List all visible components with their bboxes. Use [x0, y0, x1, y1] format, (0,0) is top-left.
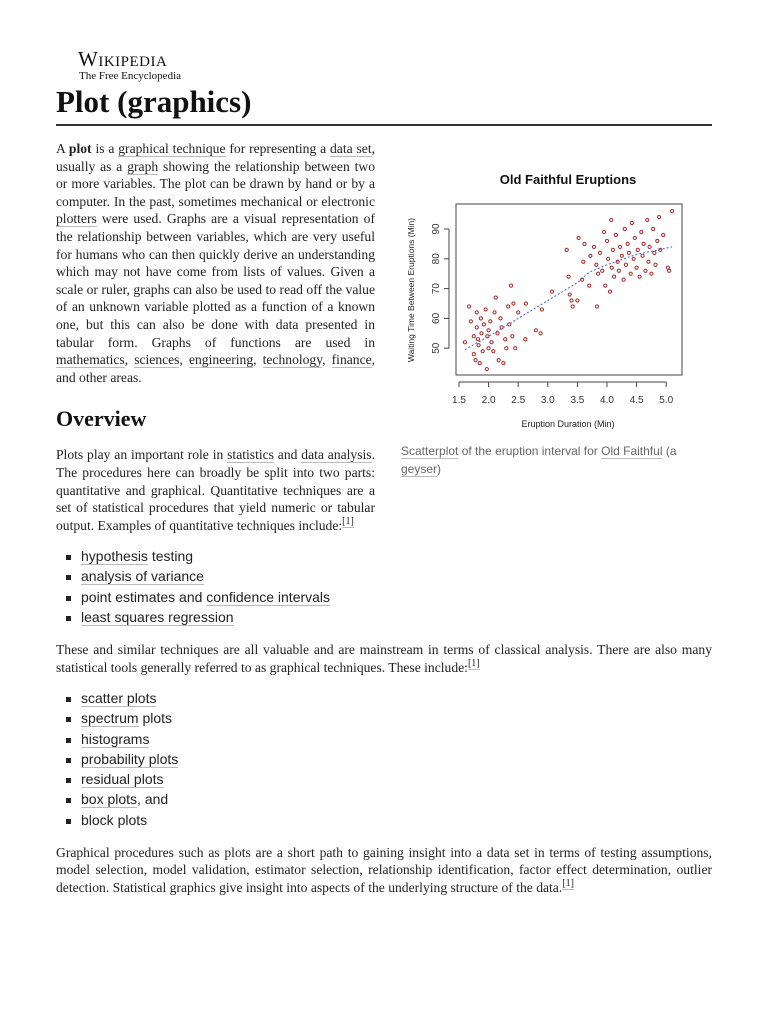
article-link[interactable]: engineering — [188, 352, 254, 368]
data-point — [494, 296, 497, 299]
logo-wordmark: Wikipedia — [78, 47, 168, 71]
x-axis-label: Eruption Duration (Min) — [521, 419, 615, 429]
data-point — [602, 230, 605, 233]
x-tick-label: 2.5 — [511, 395, 526, 406]
data-point — [595, 305, 598, 308]
citation-link[interactable]: [1] — [342, 516, 354, 528]
scatter-chart[interactable] — [387, 160, 712, 445]
list-item — [81, 769, 712, 789]
article-link[interactable]: histograms — [81, 730, 150, 747]
article-link[interactable]: analysis of variance — [81, 568, 204, 585]
data-point — [489, 320, 492, 323]
list-item — [81, 607, 712, 627]
graphical-intro-paragraph — [56, 641, 712, 676]
list-item — [81, 729, 712, 749]
article-link[interactable]: statistics — [227, 447, 274, 463]
text: plots — [138, 710, 173, 727]
data-point — [540, 308, 543, 311]
x-tick-label: 4.5 — [629, 395, 644, 406]
data-point — [484, 308, 487, 311]
data-point — [514, 347, 517, 350]
data-point — [668, 269, 671, 272]
data-point — [614, 233, 617, 236]
data-point — [567, 275, 570, 278]
data-point — [610, 266, 613, 269]
text: and — [273, 447, 302, 463]
text: point estimates and — [81, 588, 207, 605]
data-point — [662, 233, 665, 236]
citation-link[interactable]: [1] — [467, 658, 480, 670]
data-point — [496, 332, 499, 335]
data-point — [617, 269, 620, 272]
bold-term: plot — [68, 141, 92, 156]
data-point — [481, 350, 484, 353]
list-item — [81, 810, 712, 830]
data-point — [511, 335, 514, 338]
text: A — [56, 141, 69, 156]
data-point — [482, 323, 485, 326]
y-tick-label: 60 — [431, 312, 442, 324]
data-point — [652, 227, 655, 230]
article-link[interactable]: plotters — [56, 211, 97, 227]
data-point — [597, 272, 600, 275]
article-link[interactable]: technology — [262, 352, 323, 368]
text: , — [253, 352, 263, 368]
data-point — [493, 311, 496, 314]
text: , — [322, 352, 332, 368]
data-point — [490, 341, 493, 344]
data-point — [502, 362, 505, 365]
data-point — [472, 353, 475, 356]
data-point — [644, 269, 647, 272]
section-heading-overview: Overview — [56, 406, 147, 432]
data-point — [640, 230, 643, 233]
data-point — [476, 338, 479, 341]
page-title: Plot (graphics) — [56, 84, 252, 119]
article-link[interactable]: box plots — [81, 791, 138, 808]
data-point — [582, 260, 585, 263]
list-item — [81, 546, 712, 566]
text: were used. Graphs are a visual representation of the relationship between variables, which are very useful for humans who can then quickly derive an understanding which may not have come from lists of values. Given a scale or ruler, graphs can also be used to read off the value of an unknown variable plotted as a function of a known one, but this can also be done with data presented in tabular form. Graphs of functions are used in — [56, 211, 375, 350]
title-divider — [56, 124, 712, 126]
data-point — [571, 305, 574, 308]
data-point — [635, 266, 638, 269]
figure — [387, 140, 712, 520]
data-point — [475, 311, 478, 314]
data-point — [632, 257, 635, 260]
quantitative-techniques-list — [56, 546, 712, 627]
data-point — [613, 275, 616, 278]
text: Plots play an important role in — [56, 447, 228, 463]
data-point — [487, 347, 490, 350]
list-item — [81, 789, 712, 809]
data-point — [641, 254, 644, 257]
data-point — [650, 272, 653, 275]
data-point — [534, 329, 537, 332]
data-point — [504, 338, 507, 341]
data-point — [512, 302, 515, 305]
text: . The procedures here can broadly be split into two parts: quantitative and graphical. Quantitative techniques are a set of statistical procedures that yield numeric or tabular output. Examples of quantitative techniques include: — [56, 447, 375, 533]
data-point — [653, 251, 656, 254]
article-link[interactable]: Old Faithful — [601, 444, 663, 458]
y-tick-label: 70 — [431, 283, 442, 295]
y-tick-label: 80 — [431, 253, 442, 265]
list-item — [81, 688, 712, 708]
article-link[interactable]: residual plots — [81, 771, 164, 788]
article-link[interactable]: spectrum — [81, 710, 139, 727]
text: , and other areas. — [56, 352, 376, 385]
data-point — [524, 338, 527, 341]
graphical-procedures-paragraph — [56, 844, 712, 897]
article-link[interactable]: data set — [330, 141, 372, 156]
text: ) — [437, 462, 442, 476]
text: block plots — [81, 811, 148, 828]
data-point — [623, 227, 626, 230]
data-point — [507, 305, 510, 308]
data-point — [636, 248, 639, 251]
article-link[interactable]: mathematics — [56, 352, 125, 368]
list-item — [81, 566, 712, 586]
data-point — [583, 242, 586, 245]
text: (a — [662, 444, 677, 458]
data-point — [598, 251, 601, 254]
text: of the eruption interval for — [458, 444, 602, 458]
article-link[interactable]: scatter plots — [81, 690, 157, 707]
data-point — [475, 326, 478, 329]
article-link[interactable]: sciences — [134, 352, 180, 368]
data-point — [480, 332, 483, 335]
data-point — [570, 299, 573, 302]
data-point — [478, 362, 481, 365]
text: is a — [91, 141, 119, 156]
data-point — [477, 344, 480, 347]
data-point — [524, 302, 527, 305]
data-point — [592, 245, 595, 248]
data-point — [630, 221, 633, 224]
data-point — [624, 263, 627, 266]
x-tick-label: 4.0 — [600, 395, 614, 406]
data-point — [492, 350, 495, 353]
graphical-techniques-list — [56, 688, 712, 829]
figure-caption — [401, 442, 706, 478]
x-tick-label: 5.0 — [659, 395, 674, 406]
data-point — [487, 329, 490, 332]
data-point — [604, 284, 607, 287]
data-point — [671, 210, 674, 213]
article-link[interactable]: Scatterplot — [401, 444, 459, 458]
data-point — [589, 254, 592, 257]
data-point — [485, 367, 488, 370]
x-tick-label: 3.5 — [570, 395, 585, 406]
chart-title: Old Faithful Eruptions — [499, 172, 637, 187]
x-tick-label: 2.0 — [481, 395, 496, 406]
y-axis-label: Waiting Time Between Eruptions (Min) — [406, 217, 416, 363]
data-point — [608, 290, 611, 293]
data-point — [638, 275, 641, 278]
data-point — [648, 245, 651, 248]
data-point — [568, 293, 571, 296]
data-point — [642, 242, 645, 245]
data-point — [539, 332, 542, 335]
text: , and — [137, 791, 169, 808]
text: , usually as a — [56, 141, 375, 174]
data-point — [469, 320, 472, 323]
data-point — [610, 218, 613, 221]
article-link[interactable]: graph — [127, 158, 159, 174]
data-point — [517, 311, 520, 314]
data-point — [605, 239, 608, 242]
data-point — [647, 260, 650, 263]
data-point — [479, 317, 482, 320]
text: Graphical procedures such as plots are a short path to gaining insight into a data set in terms of testing assumptions, model selection, model validation, estimator selection, relationship identification, factor effect determination, outlier detection. Statistical graphics give insight into aspects of the underlying structure of the data. — [56, 844, 712, 895]
citation-link[interactable]: [1] — [562, 878, 574, 890]
data-point — [576, 299, 579, 302]
data-point — [595, 263, 598, 266]
data-point — [627, 251, 630, 254]
data-point — [646, 218, 649, 221]
data-point — [626, 242, 629, 245]
data-point — [550, 290, 553, 293]
x-tick-label: 1.5 — [452, 395, 466, 406]
article-link[interactable]: graphical technique — [118, 141, 226, 156]
data-point — [611, 248, 614, 251]
data-point — [588, 284, 591, 287]
article-link[interactable]: hypothesis — [81, 548, 148, 565]
data-point — [474, 359, 477, 362]
data-point — [509, 284, 512, 287]
data-point — [656, 239, 659, 242]
data-point — [577, 236, 580, 239]
list-item — [81, 587, 712, 607]
y-tick-label: 50 — [431, 342, 442, 354]
article-body — [56, 140, 712, 896]
text: These and similar techniques are all valuable and are mainstream in terms of classical analysis. There are also many statistical tools generally referred to as graphical techniques. These include: — [56, 642, 712, 675]
data-point — [505, 347, 508, 350]
data-point — [620, 254, 623, 257]
data-point — [657, 215, 660, 218]
data-point — [622, 278, 625, 281]
wikipedia-logo[interactable] — [78, 48, 181, 82]
data-point — [607, 257, 610, 260]
x-tick-label: 3.0 — [540, 395, 555, 406]
text: for representing a — [225, 141, 330, 156]
list-item — [81, 749, 712, 769]
text: , — [179, 352, 189, 368]
data-point — [601, 269, 604, 272]
y-tick-label: 90 — [431, 223, 442, 235]
article-link[interactable]: probability plots — [81, 750, 179, 767]
text: , — [124, 352, 135, 368]
article-link[interactable]: finance — [331, 352, 372, 368]
article-link[interactable]: data analysis — [301, 447, 372, 463]
data-point — [467, 305, 470, 308]
data-point — [618, 245, 621, 248]
data-point — [463, 341, 466, 344]
data-point — [499, 317, 502, 320]
data-point — [497, 359, 500, 362]
article-link[interactable]: confidence intervals — [206, 588, 331, 605]
data-point — [633, 236, 636, 239]
data-point — [472, 335, 475, 338]
text: testing — [147, 548, 194, 565]
data-point — [654, 263, 657, 266]
article-link[interactable]: least squares regression — [81, 608, 234, 625]
data-point — [629, 272, 632, 275]
list-item — [81, 708, 712, 728]
logo-tagline: The Free Encyclopedia — [79, 70, 182, 82]
article-link[interactable]: geyser — [401, 462, 438, 476]
text: showing the relationship between two or more variables. The plot can be drawn by hand or by a computer. In the past, sometimes mechanical or electronic — [56, 158, 376, 209]
data-point — [565, 248, 568, 251]
data-point — [500, 326, 503, 329]
